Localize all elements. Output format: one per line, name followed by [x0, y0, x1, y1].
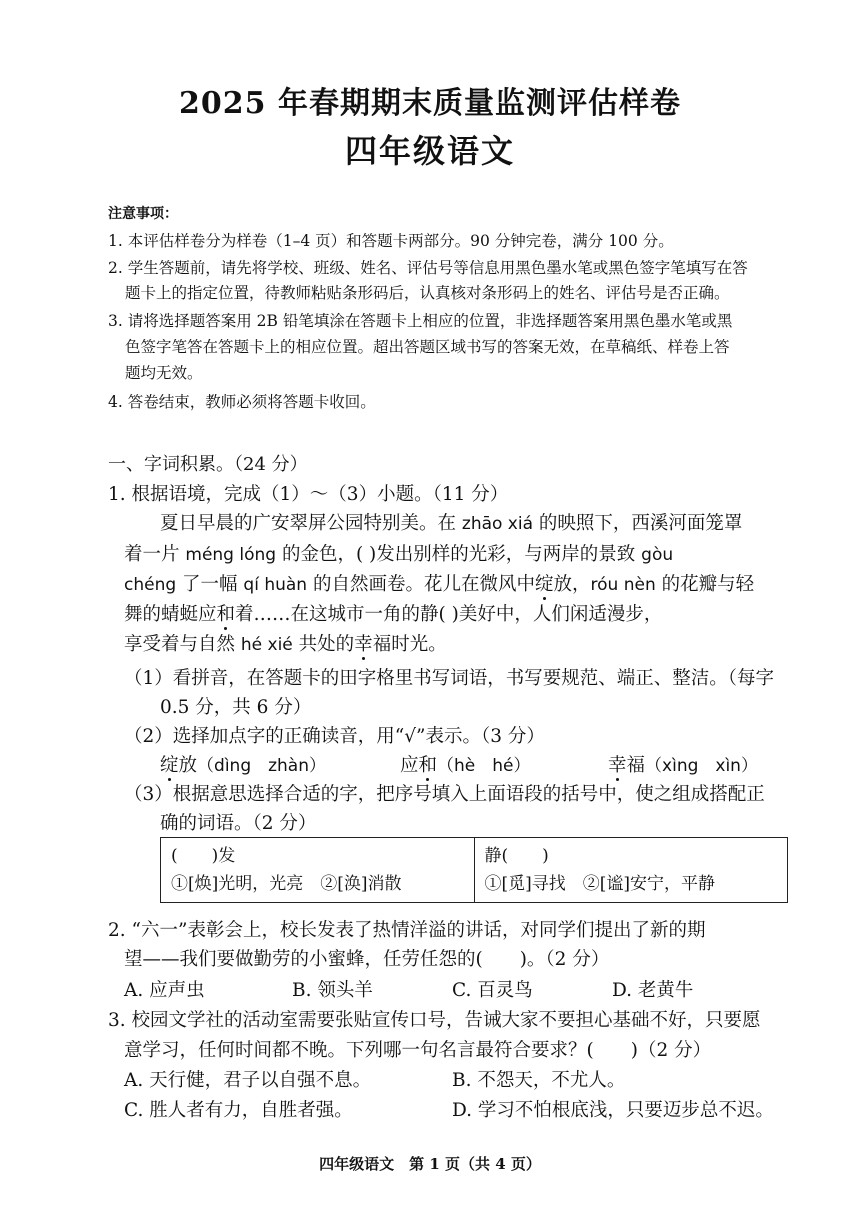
question-3-stem-cont: 意学习，任何时间都不晚。下列哪一句名言最符合要求？( )（2 分）: [124, 1040, 712, 1061]
passage-line: 舞的蜻蜓应和着……在这城市一角的静( )美好中，人们闲适漫步，: [124, 604, 663, 625]
passage-line: 着一片 méng lóng 的金色，( )发出别样的光彩，与两岸的景致 gòu: [124, 544, 674, 565]
table-cell-head: ( )发: [171, 846, 236, 866]
page-footer: 四年级语文 第 1 页（共 4 页）: [319, 1155, 541, 1173]
pinyin: gòu: [641, 545, 674, 565]
table-cell-head: 静( ): [484, 846, 549, 866]
choice-option: C. 百灵鸟: [452, 980, 533, 1001]
notice-line: 1. 本评估样卷分为样卷（1–4 页）和答题卡两部分。90 分钟完卷，满分 100 分。: [108, 232, 674, 250]
character-options-table: [160, 837, 788, 903]
pinyin: chéng: [124, 575, 177, 595]
passage-line: 夏日早晨的广安翠屏公园特别美。在 zhāo xiá 的映照下，西溪河面笼罩: [160, 513, 743, 534]
table-cell-options: ①[觅]寻找 ②[谧]安宁，平静: [484, 874, 716, 894]
passage-line: chéng 了一幅 qí huàn 的自然画卷。花儿在微风中绽放，róu nèn 的花瓣与轻: [124, 574, 755, 595]
pinyin: róu nèn: [590, 575, 656, 595]
choice-option: D. 学习不怕根底浅，只要迈步总不迟。: [452, 1100, 774, 1121]
choice-option: B. 不怨天，不尤人。: [452, 1070, 626, 1091]
subquestion-3: （3）根据意思选择合适的字，把序号填入上面语段的括号中，使之组成搭配正: [124, 784, 765, 805]
choice-option: A. 天行健，君子以自强不息。: [124, 1070, 372, 1091]
table-cell-options: ①[焕]光明，光亮 ②[涣]消散: [171, 874, 402, 894]
question-2-stem-cont: 望——我们要做勤劳的小蜜蜂，任劳任怨的( )。（2 分）: [124, 949, 610, 970]
subquestion-1: （1）看拼音，在答题卡的田字格里书写词语，书写要规范、端正、整洁。（每字: [124, 668, 775, 689]
notice-line: 4. 答卷结束，教师必须将答题卡收回。: [108, 393, 376, 411]
choice-option: A. 应声虫: [124, 980, 205, 1001]
exam-title: 2025 年春期期末质量监测评估样卷: [179, 86, 681, 121]
pinyin: zhāo xiá: [461, 514, 534, 534]
dotted-char: 和: [216, 604, 236, 625]
choice-option: B. 领头羊: [292, 980, 373, 1001]
notice-line: 题卡上的指定位置，待教师粘贴条形码后，认真核对条形码上的姓名、评估号是否正确。: [125, 284, 730, 302]
pinyin: hé xié: [240, 635, 293, 655]
dotted-char: 幸: [354, 634, 373, 655]
exam-subtitle: 四年级语文: [344, 132, 515, 170]
choice-option: C. 胜人者有力，自胜者强。: [124, 1100, 353, 1121]
subquestion-3-cont: 确的词语。（2 分）: [160, 813, 317, 834]
subquestion-1-cont: 0.5 分，共 6 分）: [160, 697, 312, 718]
section-heading: 一、字词积累。（24 分）: [108, 454, 308, 475]
pinyin: méng lóng: [185, 545, 277, 565]
reading-option: 幸福（xìng xìn）: [608, 755, 758, 776]
notice-line: 题均无效。: [125, 364, 203, 382]
question-3-stem: 3. 校园文学社的活动室需要张贴宣传口号，告诫大家不要担心基础不好，只要愿: [108, 1010, 761, 1031]
subquestion-2: （2）选择加点字的正确读音，用“√”表示。（3 分）: [124, 726, 545, 747]
reading-option: 绽放（dìng zhàn）: [160, 755, 327, 776]
notice-line: 3. 请将选择题答案用 2B 铅笔填涂在答题卡上相应的位置，非选择题答案用黑色墨水笔或黑: [108, 312, 733, 330]
pinyin: qí huàn: [243, 575, 308, 595]
notice-line: 2. 学生答题前，请先将学校、班级、姓名、评估号等信息用黑色墨水笔或黑色签字笔填写在答: [108, 259, 748, 277]
notice-heading: 注意事项：: [108, 206, 178, 222]
question-2-stem: 2. “六一”表彰会上，校长发表了热情洋溢的讲话，对同学们提出了新的期: [108, 920, 706, 941]
choice-option: D. 老黄牛: [612, 980, 694, 1001]
reading-option: 应和（hè hé）: [400, 755, 531, 776]
notice-line: 色签字笔答在答题卡上的相应位置。超出答题区域书写的答案无效，在草稿纸、样卷上答: [125, 338, 730, 356]
dotted-char: 绽: [534, 574, 554, 595]
passage-line: 享受着与自然 hé xié 共处的幸福时光。: [124, 634, 447, 655]
question-1-stem: 1. 根据语境，完成（1）～（3）小题。（11 分）: [108, 484, 509, 505]
